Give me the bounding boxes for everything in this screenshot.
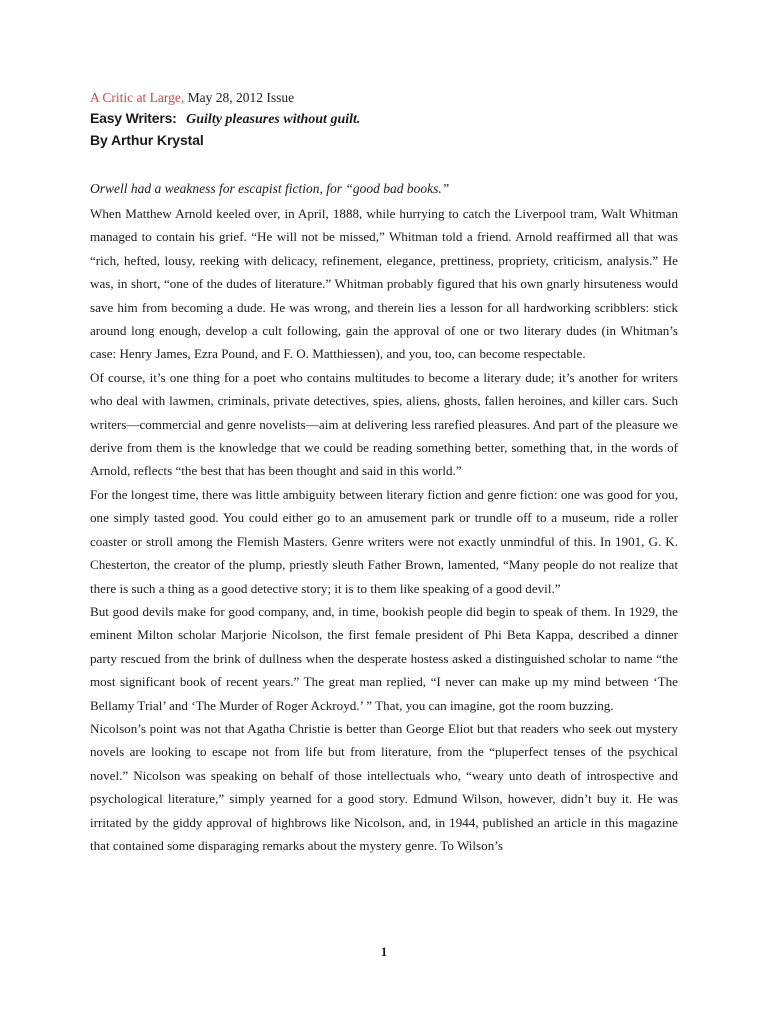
paragraph-3: For the longest time, there was little ambiguity between literary fiction and genre fiction: one was good for you, one simply tasted good. You could either go to an amusement park or trundle off to a museum, ride a roller coaster or stroll among the Flemish Masters. Genre writers were not exactly unmindful of this. In 1901, G. K. Chesterton, the creator of the plump, priestly sleuth Father Brown, lamented, “Many people do not realize that there is such a thing as a good detective story; it is to them like speaking of a good devil.” bbox=[90, 486, 678, 596]
article-header bbox=[90, 88, 678, 150]
issue-date: May 28, 2012 Issue bbox=[187, 90, 295, 105]
paragraph-5: Nicolson’s point was not that Agatha Christie is better than George Eliot but that readers who seek out mystery novels are looking to escape not from life but from literature, from the “pluperfect tenses of the psychical novel.” Nicolson was speaking on behalf of those intellectuals who, “weary unto death of introspective and psychological literature,” simply yearned for a good story. Edmund Wilson, however, didn’t buy it. He was irritated by the giddy approval of highbrows like Nicolson, and, in 1944, published an article in this magazine that contained some disparaging remarks about the mystery genre. To Wilson’s bbox=[90, 720, 678, 853]
byline: By Arthur Krystal bbox=[90, 132, 204, 148]
paragraph-1: When Matthew Arnold keeled over, in April, 1888, while hurrying to catch the Liverpool tram, Walt Whitman managed to contain his grief. “He will not be missed,” Whitman told a friend. Arnold reaffirmed all that was “rich, hefted, lousy, reeking with delicacy, refinement, elegance, prettiness, propriety, criticism, analysis.” He was, in short, “one of the dudes of literature.” Whitman probably figured that his own gnarly hirsuteness would save him from becoming a dude. He was wrong, and therein lies a lesson for all hardworking scribblers: stick around long enough, develop a cult following, gain the approval of one or two literary dudes (in Whitman’s case: Henry James, Ezra Pound, and F. O. Matthiessen), and you, too, can become respectable. bbox=[90, 206, 678, 362]
page-number: 1 bbox=[380, 945, 388, 959]
paragraph-2: Of course, it’s one thing for a poet who contains multitudes to become a literary dude; it’s another for writers who deal with lawmen, criminals, private detectives, spies, aliens, ghosts, fallen heroines, and killer cars. Such writers—commercial and genre novelists—aim at delivering less rarefied pleasures. And part of the pleasure we derive from them is the knowledge that we could be reading something better, something that, in the words of Arnold, reflects “the best that has been thought and said in this world.” bbox=[90, 369, 678, 479]
article-title-text: Easy Writers: bbox=[90, 110, 177, 126]
article-title bbox=[90, 108, 678, 130]
article-lede: Orwell had a weakness for escapist fiction, for “good bad books.” bbox=[90, 181, 450, 196]
paragraph-4: But good devils make for good company, and, in time, bookish people did begin to speak of them. In 1929, the eminent Milton scholar Marjorie Nicolson, the first female president of Phi Beta Kappa, described a dinner party rescued from the brink of dullness when the desperate hostess asked a distinguished scholar to name “the most significant book of recent years.” The great man replied, “I never can make up my mind between ‘The Bellamy Trial’ and ‘The Murder of Roger Ackroyd.’ ” That, you can imagine, got the room buzzing. bbox=[90, 603, 678, 713]
rubric-line bbox=[90, 88, 678, 108]
article-body bbox=[90, 202, 678, 857]
article-subtitle: Guilty pleasures without guilt. bbox=[186, 112, 361, 127]
rubric-link[interactable]: A Critic at Large, bbox=[90, 90, 185, 105]
